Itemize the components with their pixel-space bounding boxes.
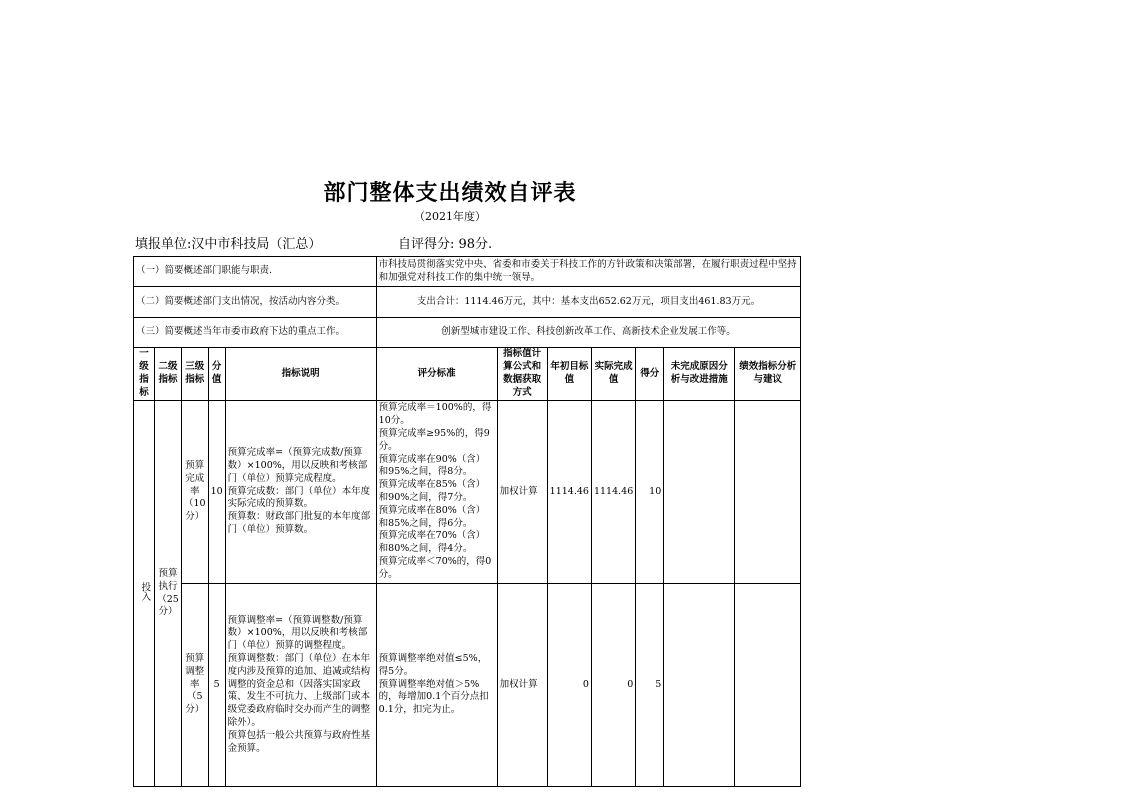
- actual-value: 1114.46: [591, 401, 635, 584]
- advice: [735, 401, 801, 584]
- score-value: 10: [208, 401, 225, 584]
- summary-value: 支出合计：1114.46万元，其中：基本支出652.62万元，项目支出461.83万元。: [376, 287, 801, 318]
- score-value: 5: [208, 584, 225, 787]
- summary-row: [134, 257, 801, 287]
- calc-method: 加权计算: [497, 401, 547, 584]
- col-header: 分值: [208, 348, 225, 401]
- obtained-score: 5: [636, 584, 664, 787]
- reason-analysis: [664, 584, 735, 787]
- obtained-score: 10: [636, 401, 664, 584]
- indicator-description: 预算调整率=（预算调整数/预算数）×100%，用以反映和考核部门（单位）预算的调整程度。 预算调整数：部门（单位）在本年度内涉及预算的追加、追减或结构调整的资金总和（因落实国家政策、发生不可抗力、上级部门或本级党委政府临时交办而产生的调整除外）。 预算包括一般公共预算与政府性基金预算。: [225, 584, 376, 787]
- reason-analysis: [664, 401, 735, 584]
- col-header: 得分: [636, 348, 664, 401]
- column-header-row: [134, 348, 801, 401]
- summary-value: 市科技局贯彻落实党中央、省委和市委关于科技工作的方针政策和决策部署，在履行职责过程中坚持和加强党对科技工作的集中统一领导。: [376, 257, 801, 287]
- col-header: 指标说明: [225, 348, 376, 401]
- page-title: 部门整体支出绩效自评表: [323, 181, 577, 206]
- summary-row: [134, 287, 801, 318]
- table-row: [134, 401, 801, 584]
- indicator-description: 预算完成率=（预算完成数/预算数）×100%，用以反映和考核部门（单位）预算完成程度。 预算完成数：部门（单位）本年度实际完成的预算数。 预算数：财政部门批复的本年度部门（单位）预算数。: [225, 401, 376, 584]
- actual-value: 0: [591, 584, 635, 787]
- col-header: 三级指标: [182, 348, 209, 401]
- advice: [735, 584, 801, 787]
- summary-value: 创新型城市建设工作、科技创新改革工作、高新技术企业发展工作等。: [376, 318, 801, 348]
- year-subtitle: （2021年度）: [414, 210, 486, 223]
- level1-indicator: 投入: [134, 401, 155, 787]
- summary-label: （三）简要概述当年市委市政府下达的重点工作。: [134, 318, 377, 348]
- scoring-criteria: 预算完成率＝100%的，得10分。 预算完成率≥95%的，得9分。 预算完成率在90%（含）和95%之间，得8分。 预算完成率在85%（含）和90%之间，得7分。 预算完成率在80%（含）和85%之间，得6分。 预算完成率在70%（含）和80%之间，得4分。 预算完成率＜70%的，得0分。: [376, 401, 497, 584]
- col-header: 未完成原因分析与改进措施: [664, 348, 735, 401]
- scoring-criteria: 预算调整率绝对值≤5%，得5分。 预算调整率绝对值＞5%的，每增加0.1个百分点扣0.1分，扣完为止。: [376, 584, 497, 787]
- level2-indicator: 预算执行（25分）: [155, 401, 182, 787]
- evaluation-table: [133, 256, 801, 787]
- self-score: 自评得分: 98分.: [398, 237, 493, 252]
- level3-indicator: 预算调整率（5分）: [182, 584, 209, 787]
- col-header: 二级指标: [155, 348, 182, 401]
- summary-label: （二）简要概述部门支出情况，按活动内容分类。: [134, 287, 377, 318]
- col-header: 绩效指标分析与建议: [735, 348, 801, 401]
- col-header: 指标值计算公式和数据获取方式: [497, 348, 547, 401]
- reporting-unit: 填报单位:汉中市科技局（汇总）: [135, 237, 322, 252]
- summary-row: [134, 318, 801, 348]
- col-header: 一级指标: [134, 348, 155, 401]
- table-row: [134, 584, 801, 787]
- calc-method: 加权计算: [497, 584, 547, 787]
- col-header: 实际完成值: [591, 348, 635, 401]
- target-value: 1114.46: [547, 401, 591, 584]
- col-header: 年初目标值: [547, 348, 591, 401]
- level3-indicator: 预算完成率（10分）: [182, 401, 209, 584]
- col-header: 评分标准: [376, 348, 497, 401]
- target-value: 0: [547, 584, 591, 787]
- summary-label: （一）简要概述部门职能与职责.: [134, 257, 377, 287]
